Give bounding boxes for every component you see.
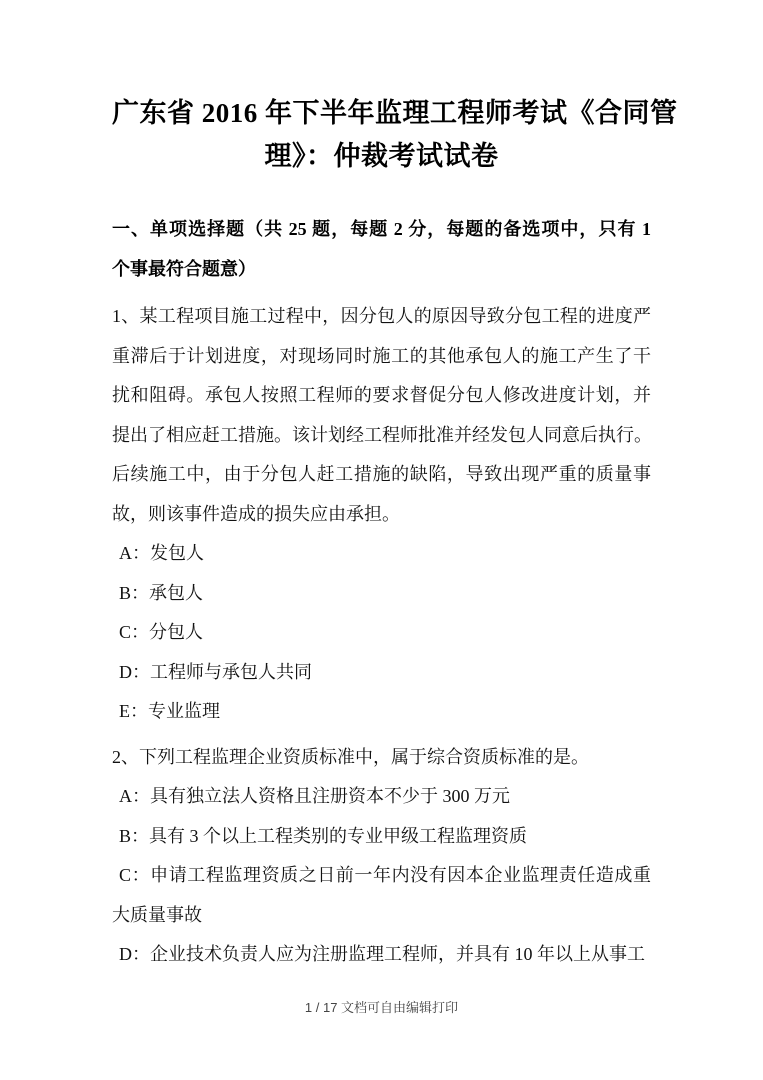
question-1-stem-line: 提出了相应赶工措施。该计划经工程师批准并经发包人同意后执行。 — [112, 424, 652, 445]
question-1-stem-line: 扰和阻碍。承包人按照工程师的要求督促分包人修改进度计划，并 — [112, 385, 651, 405]
question-2-option-a: A：具有独立法人资格且注册资本不少于 300 万元 — [119, 786, 510, 806]
question-1-stem-line: 故，则该事件造成的损失应由承担。 — [112, 503, 400, 524]
section-heading — [112, 210, 651, 289]
question-1-stem-line: 后续施工中，由于分包人赶工措施的缺陷，导致出现严重的质量事 — [112, 464, 651, 484]
document-content — [112, 0, 678, 975]
question-1-option-c: C：分包人 — [119, 622, 204, 642]
question-1-option-a: A：发包人 — [119, 543, 204, 563]
question-2-option-d: D：企业技术负责人应为注册监理工程师，并具有 10 年以上从事工 — [119, 944, 645, 964]
question-1-stem-line: 重滞后于计划进度，对现场同时施工的其他承包人的施工产生了干 — [112, 345, 651, 366]
question-2-option-c-continued: 大质量事故 — [112, 904, 202, 925]
question-2-option-b: B：具有 3 个以上工程类别的专业甲级工程监理资质 — [119, 825, 528, 846]
section-heading-line-1: 一、单项选择题（共 25 题，每题 2 分，每题的备选项中，只有 1 — [112, 219, 651, 239]
question-2-stem-line: 2、下列工程监理企业资质标准中，属于综合资质标准的是。 — [112, 746, 589, 767]
question-1-stem — [112, 297, 651, 534]
question-1-option-d: D：工程师与承包人共同 — [119, 661, 312, 682]
question-2-option-c: C：申请工程监理资质之日前一年内没有因本企业监理责任造成重 — [119, 865, 651, 885]
question-2-stem — [112, 738, 651, 778]
question-1-option-e: E：专业监理 — [119, 701, 220, 721]
question-1-option-b: B：承包人 — [119, 582, 204, 603]
question-2-options — [112, 777, 651, 975]
section-heading-line-2: 个事最符合题意） — [112, 258, 256, 279]
document-title-line-1: 广东省 2016 年下半年监理工程师考试《合同管 — [112, 98, 678, 128]
document-title — [112, 92, 678, 178]
question-1-options — [112, 534, 651, 732]
question-1-stem-line: 1、某工程项目施工过程中，因分包人的原因导致分包工程的进度严 — [112, 306, 651, 326]
document-title-line-2: 理》：仲裁考试试卷 — [264, 141, 499, 171]
page-footer: 1 / 17 文档可自由编辑打印 — [304, 1000, 459, 1015]
